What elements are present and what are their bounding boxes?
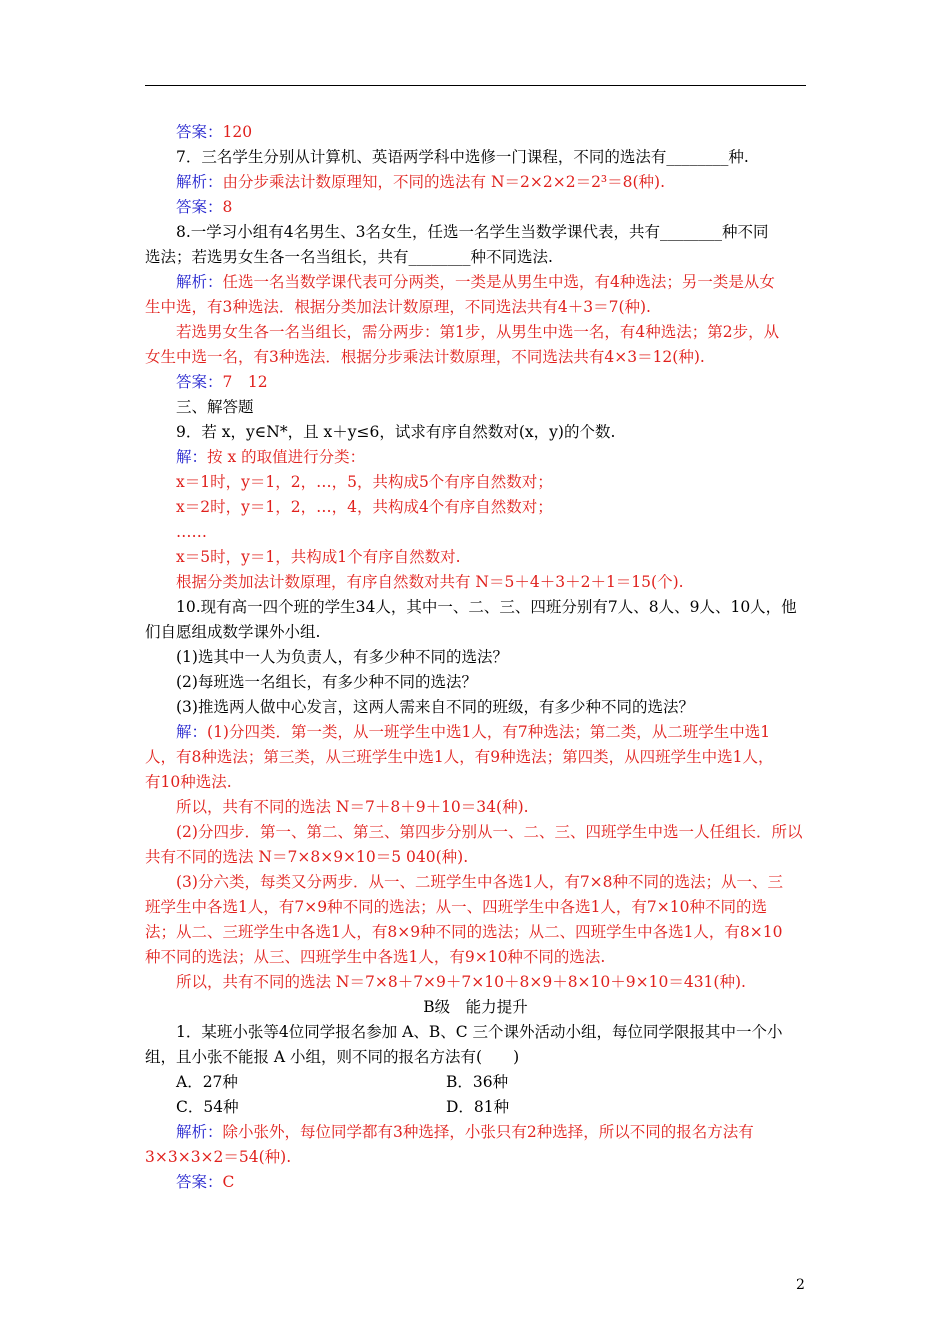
text-line — [145, 195, 806, 220]
header-rule — [145, 85, 806, 86]
text-line — [145, 145, 806, 170]
solution-text: 按 x 的取值进行分类： — [207, 448, 366, 466]
text-line — [145, 770, 806, 795]
choice-option: A．27种 — [176, 1073, 238, 1091]
solution-text: 由分步乘法计数原理知，不同的选法有 N＝2×2×2＝2³＝8(种). — [222, 173, 666, 191]
text-line — [145, 745, 806, 770]
text-line — [145, 120, 806, 145]
solution-text: 女生中选一名，有3种选法．根据分步乘法计数原理，不同选法共有4×3＝12(种). — [145, 348, 705, 366]
question-text: 8.一学习小组有4名男生、3名女生，任选一名学生当数学课代表，共有________种不同 — [176, 223, 769, 241]
solution-text: 3×3×3×2＝54(种). — [145, 1148, 292, 1166]
text-line — [145, 295, 806, 320]
solution-text: …… — [176, 523, 207, 541]
text-line — [145, 445, 806, 470]
text-line — [145, 495, 806, 520]
solution-text: 120 — [222, 123, 253, 141]
section-heading — [145, 995, 806, 1020]
answer-label: 解析： — [176, 273, 223, 291]
solution-text: 法；从二、三班学生中各选1人，有8×9种不同的选法；从二、四班学生中各选1人，有8×10 — [145, 923, 783, 941]
question-text: 9．若 x，y∈N*，且 x＋y≤6，试求有序自然数对(x，y)的个数. — [176, 423, 616, 441]
choice-option: D．81种 — [446, 1098, 510, 1116]
answer-label: 解： — [176, 448, 208, 466]
answer-label: 答案： — [176, 123, 223, 141]
text-line — [145, 620, 806, 645]
choice-option: B．36种 — [446, 1073, 509, 1091]
text-line — [145, 845, 806, 870]
question-text: 10.现有高一四个班的学生34人，其中一、二、三、四班分别有7人、8人、9人、10人，他 — [176, 598, 797, 616]
text-line — [145, 945, 806, 970]
solution-text: 有10种选法. — [145, 773, 232, 791]
document-body — [145, 120, 806, 1195]
solution-text: 所以，共有不同的选法 N＝7×8＋7×9＋7×10＋8×9＋8×10＋9×10＝431(种). — [176, 973, 746, 991]
text-line — [145, 245, 806, 270]
solution-text: 若选男女生各一名当组长，需分两步：第1步，从男生中选一名，有4种选法；第2步，从 — [176, 323, 780, 341]
text-line — [145, 220, 806, 245]
text-line — [145, 545, 806, 570]
choice-option: C．54种 — [176, 1098, 239, 1116]
solution-text: x＝1时，y＝1，2，…，5，共构成5个有序自然数对； — [176, 473, 553, 491]
solution-text: 共有不同的选法 N＝7×8×9×10＝5 040(种). — [145, 848, 469, 866]
solution-text: C — [222, 1173, 235, 1191]
question-text: 们自愿组成数学课外小组. — [145, 623, 321, 641]
text-line — [145, 270, 806, 295]
question-text: 组，且小张不能报 A 小组，则不同的报名方法有( ) — [145, 1048, 520, 1066]
text-line — [145, 670, 806, 695]
question-text: (1)选其中一人为负责人，有多少种不同的选法？ — [176, 648, 508, 666]
text-line — [145, 1045, 806, 1070]
solution-text: (1)分四类．第一类，从一班学生中选1人，有7种选法；第二类，从二班学生中选1 — [207, 723, 771, 741]
solution-text: 班学生中各选1人，有7×9种不同的选法；从一、四班学生中各选1人，有7×10种不同的选 — [145, 898, 768, 916]
text-line — [145, 345, 806, 370]
text-line — [145, 320, 806, 345]
solution-text: x＝2时，y＝1，2，…，4，共构成4个有序自然数对； — [176, 498, 553, 516]
solution-text: 任选一名当数学课代表可分两类，一类是从男生中选，有4种选法；另一类是从女 — [222, 273, 775, 291]
question-text: B级 能力提升 — [423, 998, 528, 1016]
text-line — [145, 820, 806, 845]
question-text: (3)推选两人做中心发言，这两人需来自不同的班级，有多少种不同的选法？ — [176, 698, 694, 716]
text-line — [145, 570, 806, 595]
solution-text: (3)分六类，每类又分两步．从一、二班学生中各选1人，有7×8种不同的选法；从一、三 — [176, 873, 784, 891]
solution-text: 人，有8种选法；第三类，从三班学生中选1人，有9种选法；第四类，从四班学生中选1人， — [145, 748, 774, 766]
choice-row — [145, 1070, 806, 1095]
text-line — [145, 520, 806, 545]
question-text: 7．三名学生分别从计算机、英语两学科中选修一门课程，不同的选法有________种. — [176, 148, 749, 166]
text-line — [145, 795, 806, 820]
text-line — [145, 870, 806, 895]
text-line — [145, 970, 806, 995]
text-line — [145, 370, 806, 395]
solution-text: x＝5时，y＝1，共构成1个有序自然数对. — [176, 548, 461, 566]
text-line — [145, 720, 806, 745]
text-line — [145, 1170, 806, 1195]
text-line — [145, 470, 806, 495]
answer-label: 解： — [176, 723, 208, 741]
text-line — [145, 1145, 806, 1170]
solution-text: 8 — [222, 198, 233, 216]
solution-text: 所以，共有不同的选法 N＝7＋8＋9＋10＝34(种). — [176, 798, 529, 816]
text-line — [145, 1120, 806, 1145]
text-line — [145, 645, 806, 670]
text-line — [145, 170, 806, 195]
solution-text: 生中选，有3种选法．根据分类加法计数原理，不同选法共有4＋3＝7(种). — [145, 298, 651, 316]
question-text: 1．某班小张等4位同学报名参加 A、B、C 三个课外活动小组，每位同学限报其中一个小 — [176, 1023, 783, 1041]
text-line — [145, 595, 806, 620]
choice-row — [145, 1095, 806, 1120]
solution-text: 种不同的选法；从三、四班学生中各选1人，有9×10种不同的选法. — [145, 948, 606, 966]
text-line — [145, 1020, 806, 1045]
answer-label: 答案： — [176, 1173, 223, 1191]
answer-label: 答案： — [176, 198, 223, 216]
answer-label: 答案： — [176, 373, 223, 391]
solution-text: 除小张外，每位同学都有3种选择，小张只有2种选择，所以不同的报名方法有 — [222, 1123, 754, 1141]
solution-text: 7 12 — [222, 373, 268, 391]
answer-label: 解析： — [176, 1123, 223, 1141]
text-line — [145, 895, 806, 920]
question-text: (2)每班选一名组长，有多少种不同的选法？ — [176, 673, 477, 691]
question-text: 三、解答题 — [176, 398, 254, 416]
page-number: 2 — [796, 1277, 805, 1293]
text-line — [145, 920, 806, 945]
text-line — [145, 395, 806, 420]
question-text: 选法；若选男女生各一名当组长，共有________种不同选法. — [145, 248, 553, 266]
text-line — [145, 420, 806, 445]
text-line — [145, 695, 806, 720]
solution-text: (2)分四步．第一、第二、第三、第四步分别从一、二、三、四班学生中选一人任组长．所以 — [176, 823, 803, 841]
answer-label: 解析： — [176, 173, 223, 191]
solution-text: 根据分类加法计数原理，有序自然数对共有 N＝5＋4＋3＋2＋1＝15(个). — [176, 573, 684, 591]
